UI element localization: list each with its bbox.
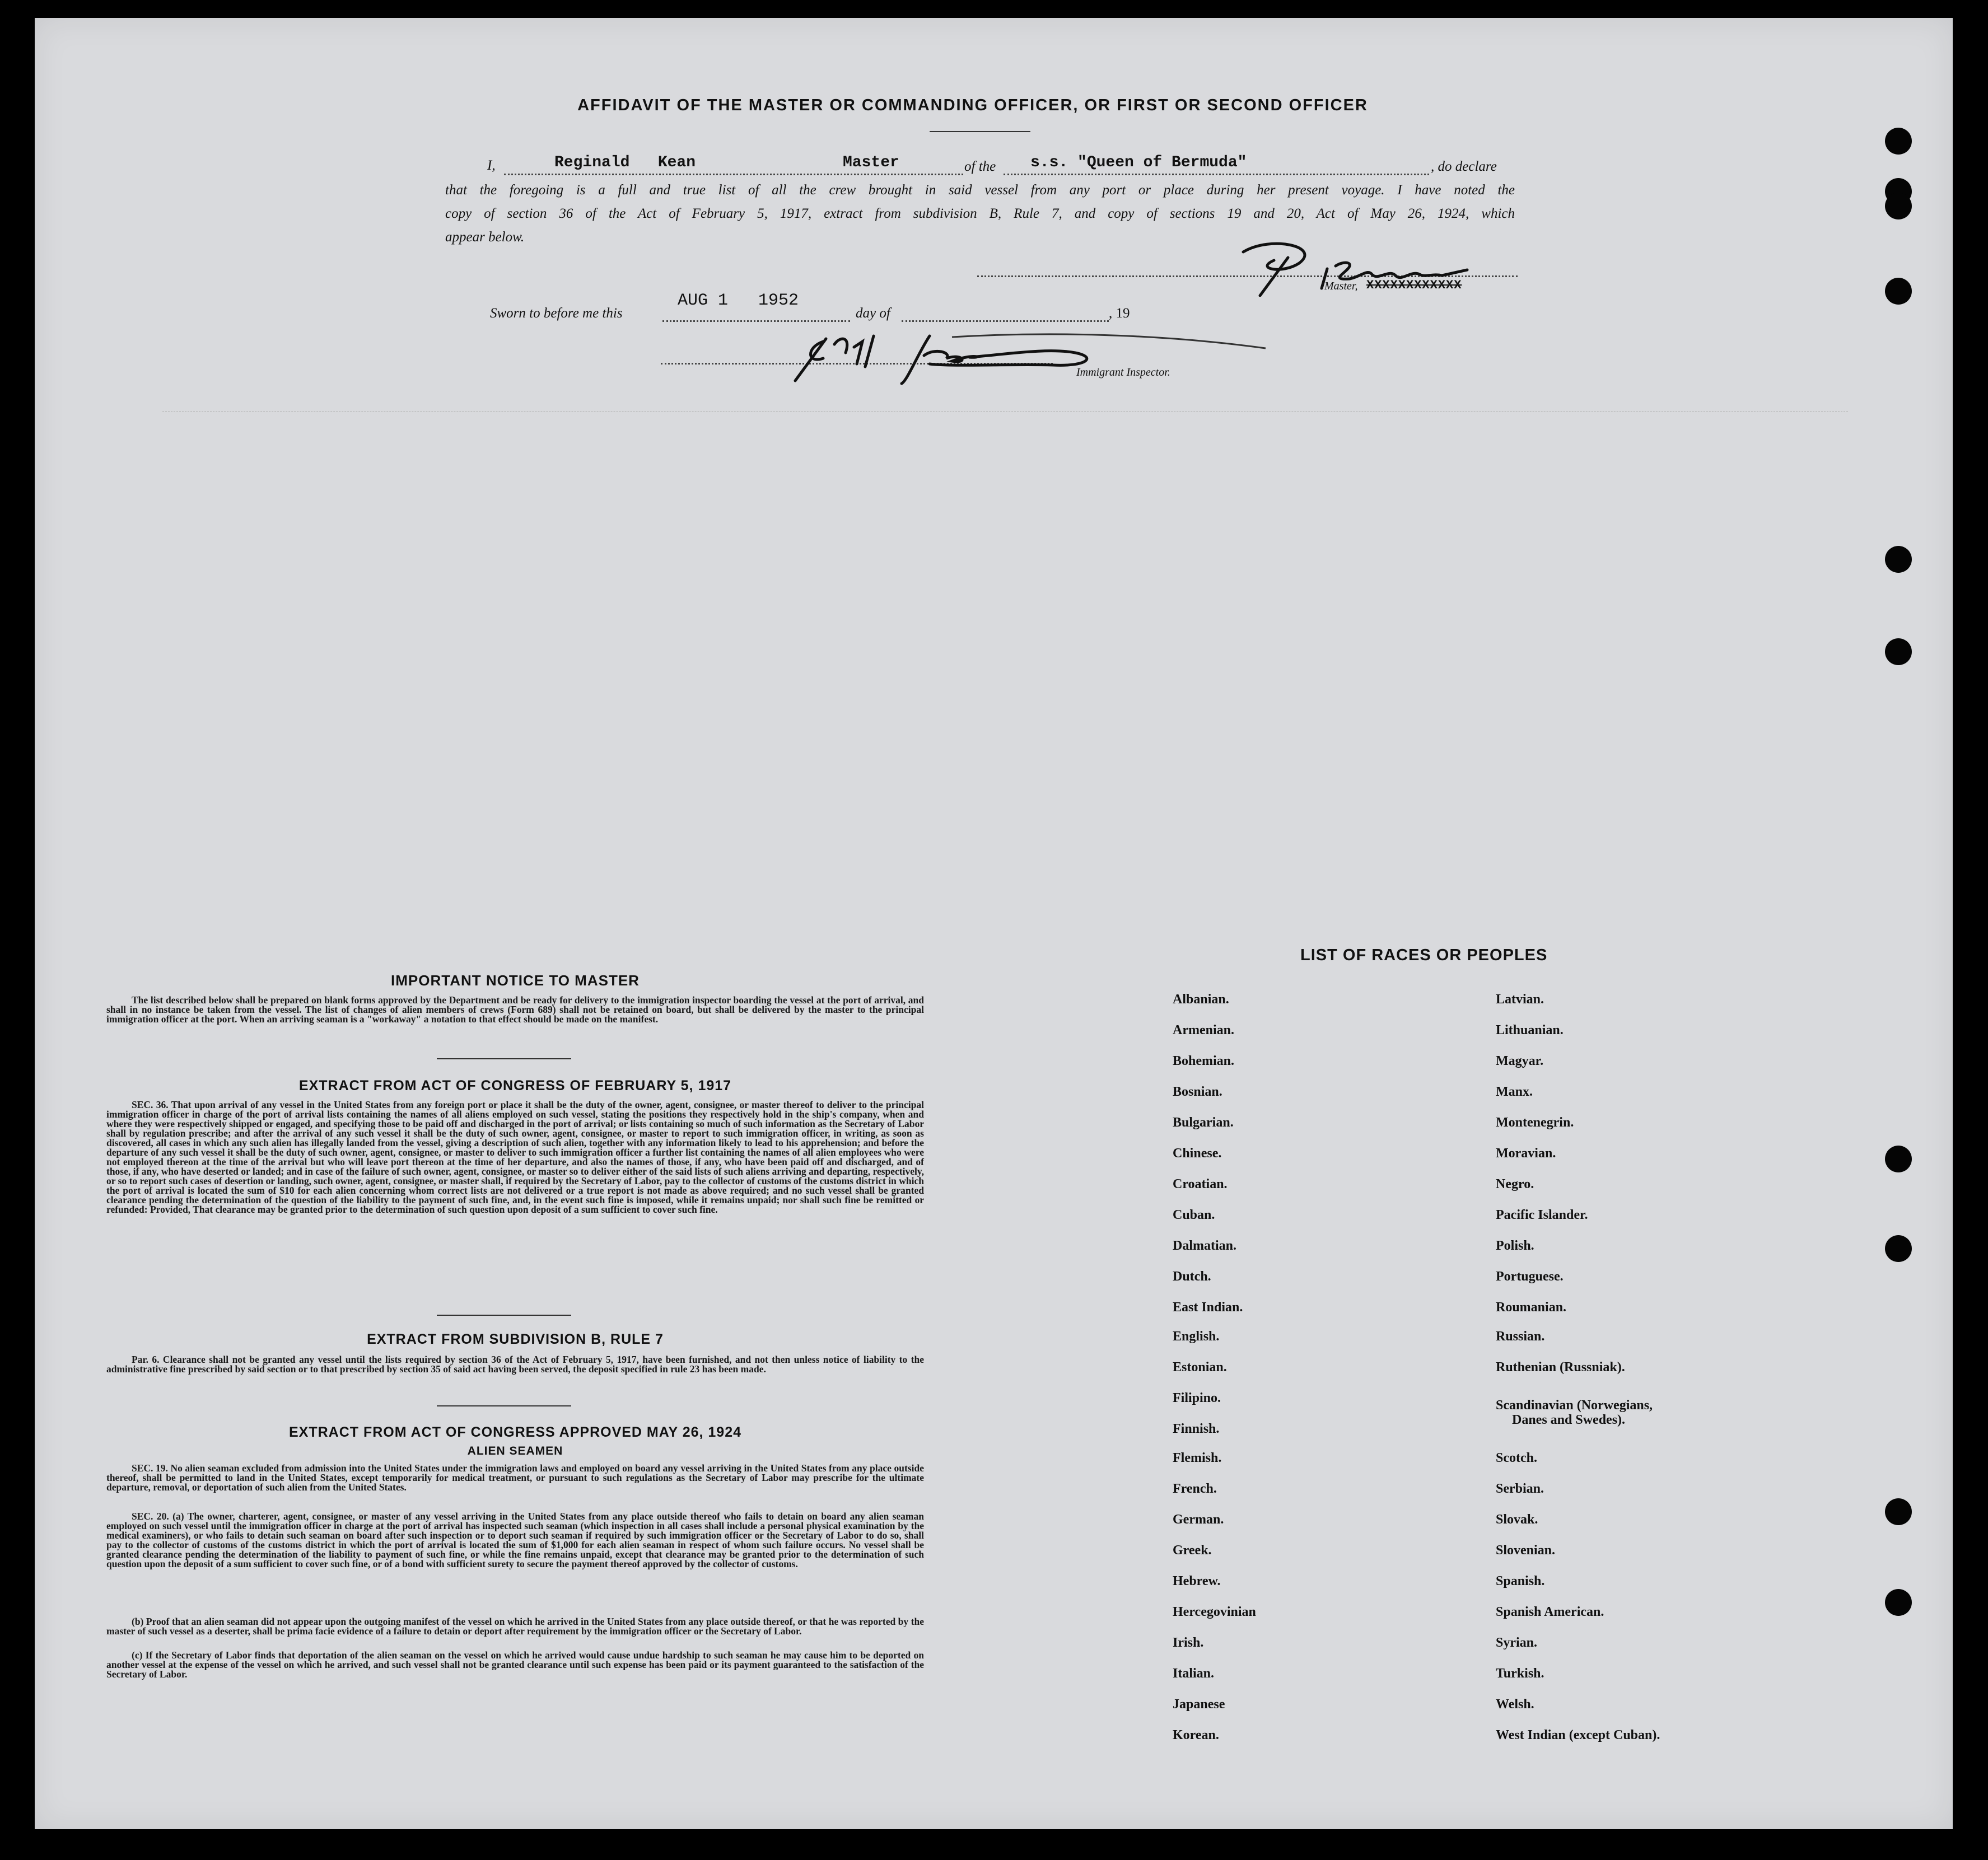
race-item: Dalmatian. bbox=[1173, 1239, 1236, 1253]
sec19-text: SEC. 19. No alien seaman excluded from admission into the United States under the immigration laws and employed on board any vessel arriving in the United States from any place outside thereof, shall be permitted to land in the United States, except temporarily for medical treatment, or pursuant to such regulations as the Secretary of Labor may prescribe for the ultimate departure, removal, or deportation of such alien from the United States. bbox=[106, 1462, 924, 1493]
master-name: Reginald Kean bbox=[554, 154, 696, 171]
race-item: Manx. bbox=[1496, 1085, 1533, 1099]
divider bbox=[930, 131, 1030, 132]
race-item: Danes and Swedes). bbox=[1512, 1413, 1626, 1427]
extract-1924-title: EXTRACT FROM ACT OF CONGRESS APPROVED MAY 26, 1924 bbox=[288, 1424, 742, 1440]
race-item: Spanish American. bbox=[1496, 1605, 1604, 1619]
divider bbox=[437, 1058, 571, 1059]
punch-hole bbox=[1885, 193, 1912, 219]
extract-1917-title: EXTRACT FROM ACT OF CONGRESS OF FEBRUARY 5, 1917 bbox=[298, 1078, 732, 1093]
vessel-name: s.s. "Queen of Bermuda" bbox=[1030, 154, 1247, 171]
punch-hole bbox=[1885, 278, 1912, 305]
race-item: Scandinavian (Norwegians, bbox=[1496, 1398, 1653, 1413]
affidavit-body-line3: appear below. bbox=[445, 230, 525, 245]
race-item: Bohemian. bbox=[1173, 1054, 1235, 1068]
race-item: West Indian (except Cuban). bbox=[1496, 1728, 1660, 1742]
punch-hole bbox=[1885, 1146, 1912, 1172]
punch-hole bbox=[1885, 1589, 1912, 1616]
race-item: Cuban. bbox=[1173, 1208, 1215, 1222]
extract-1924-subtitle: ALIEN SEAMEN bbox=[467, 1445, 563, 1457]
race-item: Dutch. bbox=[1173, 1269, 1211, 1284]
race-item: Slovak. bbox=[1496, 1512, 1538, 1527]
race-item: Greek. bbox=[1173, 1543, 1212, 1558]
sec20a-text: SEC. 20. (a) The owner, charterer, agent, consignee, or master of any vessel arriving in the United States from any place outside thereof who fails to detain on board any alien seaman employed on such vessel until the immigration officer in charge at the port of arrival has inspected such seaman (which inspection in all cases shall include a personal physical examination by the medical examiners), or who fails to detain such seaman on board after such inspection or to deport such seaman if required by such immigration officer or the Secretary of Labor to do so, shall pay to the collector of customs of the customs district in which the port of arrival is located the sum of $1,000 for each alien seaman in respect of whom such failure occurs. No vessel shall be granted clearance pending the determination of the liability to payment of such fine, or while the fine remains unpaid, except that clearance may be granted prior to the determination of such question upon the deposit of a sum sufficient to cover such fine, or of a bond with sufficient surety to secure the payment thereof approved by the collector of customs. bbox=[106, 1511, 924, 1569]
race-item: Albanian. bbox=[1173, 992, 1229, 1007]
race-item: Bosnian. bbox=[1173, 1085, 1222, 1099]
punch-hole bbox=[1885, 1235, 1912, 1262]
race-item: Hebrew. bbox=[1173, 1574, 1221, 1588]
race-item: Chinese. bbox=[1173, 1146, 1222, 1161]
punch-hole bbox=[1885, 1498, 1912, 1525]
rule7-text: Par. 6. Clearance shall not be granted any vessel until the lists required by section 36 of the Act of February 5, 1917, have been furnished, and not then unless notice of liability to the administrative fine prescribed by said section or to that prescribed by section 35 of said act having been served, the deposit specified in rule 23 has been made. bbox=[106, 1354, 924, 1375]
race-item: Scotch. bbox=[1496, 1451, 1537, 1465]
race-item: Montenegrin. bbox=[1496, 1115, 1574, 1130]
vessel-line bbox=[1004, 174, 1429, 175]
race-item: Latvian. bbox=[1496, 992, 1544, 1007]
race-item: Spanish. bbox=[1496, 1574, 1545, 1588]
sworn-label: Sworn to before me this bbox=[490, 306, 623, 321]
race-item: Croatian. bbox=[1173, 1177, 1228, 1191]
race-item: French. bbox=[1173, 1482, 1217, 1496]
race-item: Serbian. bbox=[1496, 1482, 1544, 1496]
affidavit-body-line2: copy of section 36 of the Act of February 5, 1917, extract from subdivision B, Rule 7, and copy of sections 19 and 20, Act of May 26, 1924, which bbox=[445, 206, 1515, 221]
i-label: I, bbox=[487, 158, 496, 173]
of-the-label: of the bbox=[964, 159, 996, 174]
punch-hole bbox=[1885, 638, 1912, 665]
race-item: Magyar. bbox=[1496, 1054, 1544, 1068]
inspector-caption: Immigrant Inspector. bbox=[1076, 366, 1170, 378]
affidavit-title: AFFIDAVIT OF THE MASTER OR COMMANDING OFFICER, OR FIRST OR SECOND OFFICER bbox=[577, 96, 1368, 114]
date-stamp: AUG 1 1952 bbox=[678, 291, 799, 310]
race-item: Finnish. bbox=[1173, 1422, 1220, 1436]
master-struck-text: XXXXXXXXXXXX bbox=[1366, 278, 1462, 292]
do-declare-label: , do declare bbox=[1431, 159, 1497, 174]
race-item: Japanese bbox=[1173, 1697, 1225, 1712]
race-item: Turkish. bbox=[1496, 1666, 1544, 1681]
race-item: Irish. bbox=[1173, 1635, 1204, 1650]
race-item: Slovenian. bbox=[1496, 1543, 1556, 1558]
race-item: Lithuanian. bbox=[1496, 1023, 1564, 1038]
race-item: English. bbox=[1173, 1329, 1220, 1344]
rule7-title: EXTRACT FROM SUBDIVISION B, RULE 7 bbox=[367, 1331, 664, 1347]
inspector-signature bbox=[784, 314, 1277, 386]
divider bbox=[437, 1405, 571, 1406]
notice-text: The list described below shall be prepared on blank forms approved by the Department and be ready for delivery to the immigration inspector boarding the vessel at the port of arrival, and shall in no instance be taken from the vessel. The list of changes of alien members of crews (Form 689) shall not be retained on board, but shall be delivered by the master to the principal immigration officer at the port. When an arriving seaman is a "workaway" a notation to that effect should be made on the manifest. bbox=[106, 994, 924, 1025]
race-item: Polish. bbox=[1496, 1239, 1534, 1253]
race-item: Flemish. bbox=[1173, 1451, 1222, 1465]
race-item: Estonian. bbox=[1173, 1360, 1227, 1375]
punch-hole bbox=[1885, 128, 1912, 155]
master-caption: Master, bbox=[1324, 280, 1358, 292]
race-item: Bulgarian. bbox=[1173, 1115, 1234, 1130]
race-item: East Indian. bbox=[1173, 1300, 1243, 1315]
race-item: Negro. bbox=[1496, 1177, 1534, 1191]
race-item: Korean. bbox=[1173, 1728, 1219, 1742]
races-title: LIST OF RACES OR PEOPLES bbox=[1300, 946, 1548, 964]
race-item: Pacific Islander. bbox=[1496, 1208, 1588, 1222]
race-item: Roumanian. bbox=[1496, 1300, 1567, 1315]
day-of-label: day of bbox=[856, 306, 890, 321]
year-prefix: , 19 bbox=[1109, 306, 1130, 321]
race-item: Ruthenian (Russniak). bbox=[1496, 1360, 1625, 1375]
race-item: Portuguese. bbox=[1496, 1269, 1564, 1284]
sec20b-text: (b) Proof that an alien seaman did not appear upon the outgoing manifest of the vessel on which he arrived in the United States from any place outside thereof, or that he was reported by the master of such vessel as a deserter, shall be prima facie evidence of a failure to detain or deport after requirement by the immigration officer or the Secretary of Labor. bbox=[106, 1616, 924, 1637]
race-item: Armenian. bbox=[1173, 1023, 1234, 1038]
race-item: Russian. bbox=[1496, 1329, 1545, 1344]
affidavit-body-line1: that the foregoing is a full and true list of all the crew brought in said vessel from any port or place during her present voyage. I have noted the bbox=[445, 183, 1515, 198]
extract-1917-text: SEC. 36. That upon arrival of any vessel in the United States from any foreign port or place it shall be the duty of the owner, agent, consignee, or master thereof to deliver to the principal immigration officer in charge of the port of arrival lists containing the names of all aliens employed on such vessel, stating the positions they respectively hold in the ship's company, when and where they were respectively shipped or engaged, and specifying those to be paid off and discharged in the port of arrival; or lists containing so much of such information as the Secretary of Labor shall by regulation prescribe; and after the arrival of any such vessel it shall be the duty of such owner, agent, consignee, or master to report to such immigration officer, in writing, as soon as discovered, all cases in which any such alien has illegally landed from the vessel, giving a description of such alien, together with any information likely to lead to his apprehension; and before the departure of any such vessel it shall be the duty of such owner, agent, consignee, or master to deliver to such immigration officer a further list containing the names of all alien employees who were not employed thereon at the time of the arrival but who will leave port thereon at the time of her departure, and also the names of those, if any, who have been paid off and discharged, and of those, if any, who have deserted or landed; and in case of the failure of such owner, agent, consignee, or master so to deliver either of the said lists of such aliens arriving and departing, respectively, or so to report such cases of desertion or landing, such owner, agent, consignee, or master shall, if required by the Secretary of Labor, pay to the collector of customs of the customs district in which the port of arrival is located the sum of $10 for each alien concerning whom correct lists are not delivered or a true report is not made as above required; and no such vessel shall be granted clearance pending the determination of the question of the liability to the payment of such fine, and, in the event such fine is imposed, while it remains unpaid; nor shall such fine be remitted or refunded: Provided, That clearance may be granted prior to the determination of such question upon deposit of a sum sufficient to cover such fine. bbox=[106, 1099, 924, 1215]
punch-hole bbox=[1885, 546, 1912, 573]
race-item: Moravian. bbox=[1496, 1146, 1556, 1161]
master-rank: Master bbox=[843, 154, 899, 171]
race-item: Syrian. bbox=[1496, 1635, 1538, 1650]
notice-title: IMPORTANT NOTICE TO MASTER bbox=[391, 972, 640, 989]
divider bbox=[437, 1315, 571, 1316]
race-item: Welsh. bbox=[1496, 1697, 1534, 1712]
race-item: Italian. bbox=[1173, 1666, 1215, 1681]
name-line bbox=[504, 174, 963, 175]
race-item: Filipino. bbox=[1173, 1391, 1221, 1405]
sec20c-text: (c) If the Secretary of Labor finds that deportation of the alien seaman on the vessel on which he arrived would cause undue hardship to such seaman he may cause him to be deported on another vessel at the expense of the vessel on which he arrived, and such vessel shall not be granted clearance until such expense has been paid or its payment guaranteed to the satisfaction of the Secretary of Labor. bbox=[106, 1649, 924, 1680]
race-item: Hercegovinian bbox=[1173, 1605, 1256, 1619]
race-item: German. bbox=[1173, 1512, 1224, 1527]
